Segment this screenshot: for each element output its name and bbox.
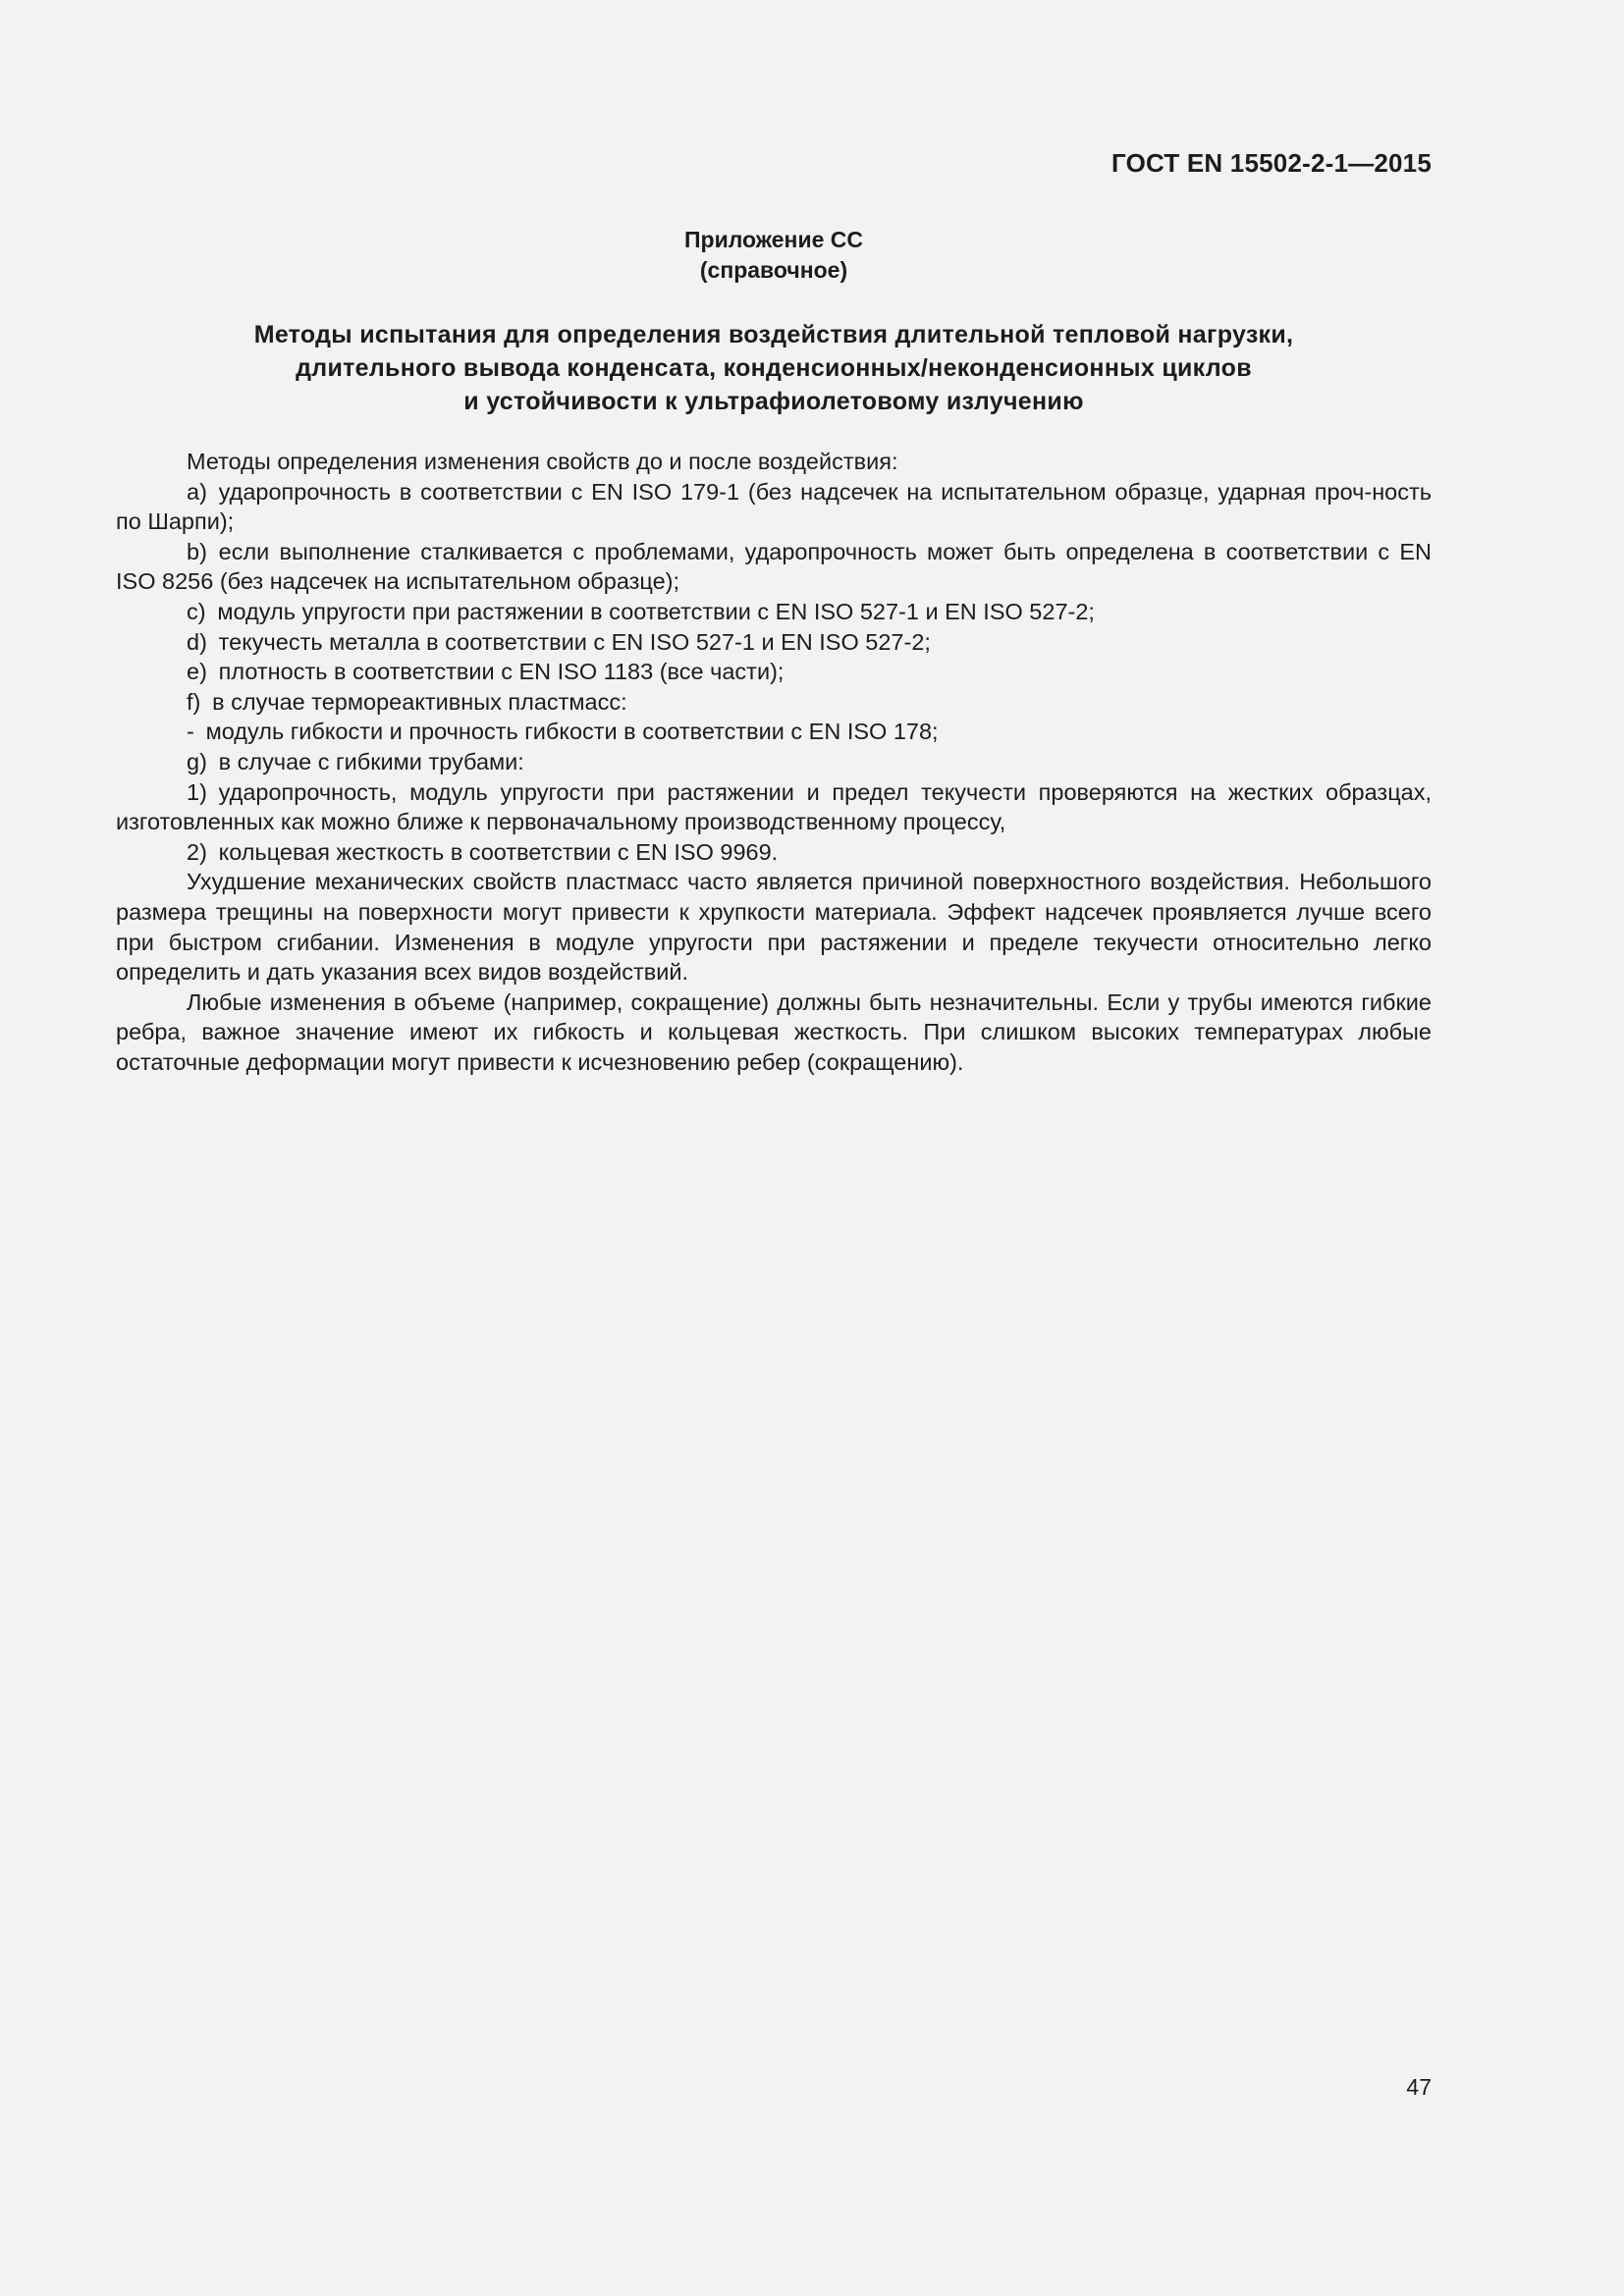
annex-title-line: и устойчивости к ультрафиолетовому излучению (463, 388, 1084, 415)
list-item: 1) ударопрочность, модуль упругости при растяжении и предел текучести проверяются на жестких образцах, изготовленных как можно ближе к первоначальному производственному процессу, (116, 778, 1432, 835)
document-page (116, 0, 1432, 2296)
list-item: f) в случае термореактивных пластмасс: (187, 688, 627, 715)
list-item: 2) кольцевая жесткость в соответствии с EN ISO 9969. (187, 838, 779, 865)
list-item: е) плотность в соответствии с EN ISO 1183 (все части); (187, 659, 785, 685)
annex-heading (116, 225, 1432, 286)
annex-body (116, 447, 1432, 1077)
annex-title-line: длительного вывода конденсата, конденсионных/неконденсионных циклов (296, 354, 1252, 382)
annex-title-line: Методы испытания для определения воздействия длительной тепловой нагрузки, (253, 321, 1294, 348)
body-paragraph: Любые изменения в объеме (например, сокращение) должны быть незначительны. Если у трубы имеются гибкие ребра, важное значение имеют их гибкость и кольцевая жесткость. При слишком высоких температурах любые остаточные деформации могут привести к исчезновению ребер (сокращению). (116, 988, 1432, 1075)
document-code: ГОСТ EN 15502-2-1—2015 (1111, 148, 1432, 178)
list-item: b) если выполнение сталкивается с проблемами, ударопрочность может быть определена в соответствии с EN ISO 8256 (без надсечек на испытательном образце); (116, 538, 1432, 595)
methods-list (116, 477, 1432, 868)
annex-title (116, 318, 1432, 418)
list-item: а) ударопрочность в соответствии с EN ISO 179-1 (без надсечек на испытательном образце, ударная проч-ность по Шарпи); (116, 478, 1432, 535)
page-number: 47 (1406, 2074, 1432, 2100)
body-paragraph: Ухудшение механических свойств пластмасс часто является причиной поверхностного воздействия. Небольшого размера трещины на поверхности могут привести к хрупкости материала. Эффект надсечек проявляется лучше всего при быстром сгибании. Изменения в модуле упругости при растяжении и пределе текучести относительно легко определить и дать указания всех видов воздействий. (116, 869, 1432, 986)
annex-status: (справочное) (699, 257, 848, 283)
list-item: d) текучесть металла в соответствии с EN ISO 527-1 и EN ISO 527-2; (187, 628, 931, 655)
intro-paragraph: Методы определения изменения свойств до и после воздействия: (187, 449, 898, 474)
annex-label: Приложение СС (683, 227, 863, 252)
list-item: g) в случае с гибкими трубами: (187, 748, 524, 774)
list-item: - модуль гибкости и прочность гибкости в соответствии с EN ISO 178; (187, 719, 939, 745)
list-item: с) модуль упругости при растяжении в соответствии с EN ISO 527-1 и EN ISO 527-2; (187, 598, 1095, 624)
